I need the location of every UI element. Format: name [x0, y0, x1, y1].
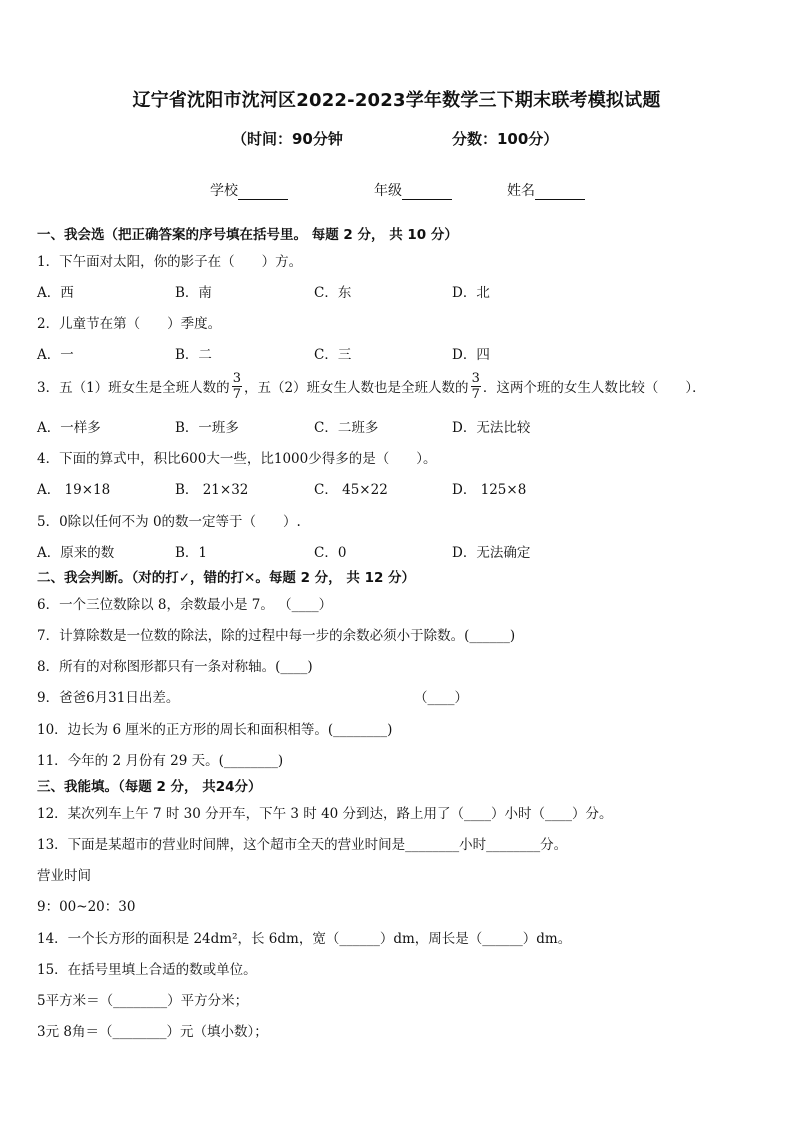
question-11: 11．今年的 2 月份有 29 天。(________) — [37, 753, 284, 769]
option-c[interactable]: C．0 — [314, 545, 347, 561]
question-15-part-a: 5平方米＝（________）平方分米； — [37, 993, 249, 1009]
question-9 — [37, 686, 757, 706]
name-blank[interactable] — [535, 185, 585, 200]
fraction-1-denominator: 7 — [232, 386, 241, 402]
question-4-options — [37, 478, 757, 498]
option-c[interactable]: C．东 — [314, 285, 352, 301]
option-d[interactable]: D．无法比较 — [452, 420, 531, 436]
option-a[interactable]: A． 19×18 — [37, 482, 111, 498]
question-15: 15．在括号里填上合适的数或单位。 — [37, 962, 257, 978]
option-d[interactable]: D．无法确定 — [452, 545, 531, 561]
question-5-options — [37, 541, 757, 561]
question-15-part-b: 3元 8角＝（________）元（填小数）； — [37, 1024, 268, 1040]
school-field[interactable] — [210, 180, 288, 200]
option-a[interactable]: A．西 — [37, 285, 74, 301]
section-2-title: 二、我会判断。（对的打✓，错的打✕。每题 2 分， 共 12 分） — [37, 570, 416, 586]
option-b[interactable]: B．1 — [175, 545, 208, 561]
option-c[interactable]: C．二班多 — [314, 420, 379, 436]
option-a[interactable]: A．原来的数 — [37, 545, 115, 561]
question-9-answer-blank[interactable]: （____） — [414, 690, 468, 706]
question-14: 14．一个长方形的面积是 24dm²，长 6dm，宽（______）dm，周长是（______）dm。 — [37, 931, 572, 947]
section-3-title: 三、我能填。（每题 2 分， 共24分） — [37, 779, 262, 795]
exam-time: （时间：90分钟 — [232, 130, 343, 148]
fraction-1-numerator: 3 — [232, 370, 241, 386]
question-1: 1．下午面对太阳，你的影子在（ ）方。 — [37, 254, 303, 270]
question-2: 2．儿童节在第（ ）季度。 — [37, 316, 222, 332]
exam-score: 分数：100分） — [452, 130, 559, 148]
option-d[interactable]: D．北 — [452, 285, 490, 301]
name-field[interactable] — [507, 180, 585, 200]
question-3 — [37, 368, 706, 404]
section-1-title: 一、我会选（把正确答案的序号填在括号里。 每题 2 分， 共 10 分） — [37, 227, 458, 243]
school-label: 学校 — [210, 183, 238, 199]
exam-title: 辽宁省沈阳市沈河区2022-2023学年数学三下期末联考模拟试题 — [132, 90, 661, 111]
grade-field[interactable] — [374, 180, 452, 200]
option-a[interactable]: A．一样多 — [37, 420, 101, 436]
option-b[interactable]: B．南 — [175, 285, 212, 301]
question-3-part-a: 3．五（1）班女生是全班人数的 — [37, 380, 230, 396]
question-10: 10．边长为 6 厘米的正方形的周长和面积相等。(________) — [37, 722, 393, 738]
question-3-part-c: ．这两个班的女生人数比较（ ）． — [482, 380, 706, 396]
question-3-options — [37, 416, 757, 436]
question-4: 4．下面的算式中，积比600大一些，比1000少得多的是（ ）。 — [37, 451, 437, 467]
question-2-options — [37, 343, 757, 363]
business-hours-value: 9：00~20：30 — [37, 899, 136, 915]
option-b[interactable]: B．一班多 — [175, 420, 239, 436]
grade-label: 年级 — [374, 183, 402, 199]
option-d[interactable]: D． 125×8 — [452, 482, 527, 498]
business-hours-title: 营业时间 — [37, 868, 91, 884]
fraction-2-denominator: 7 — [471, 386, 480, 402]
option-c[interactable]: C．三 — [314, 347, 352, 363]
question-3-part-b: ，五（2）班女生人数也是全班人数的 — [243, 380, 469, 396]
option-d[interactable]: D．四 — [452, 347, 490, 363]
fraction-1 — [232, 371, 242, 402]
question-7: 7．计算除数是一位数的除法，除的过程中每一步的余数必须小于除数。(______) — [37, 628, 516, 644]
option-c[interactable]: C． 45×22 — [314, 482, 388, 498]
question-6: 6．一个三位数除以 8，余数最小是 7。 （____） — [37, 597, 333, 613]
option-a[interactable]: A．一 — [37, 347, 74, 363]
question-5: 5．0除以任何不为 0的数一定等于（ ）. — [37, 514, 301, 530]
name-label: 姓名 — [507, 183, 535, 199]
school-blank[interactable] — [238, 185, 288, 200]
option-b[interactable]: B． 21×32 — [175, 482, 249, 498]
question-13: 13．下面是某超市的营业时间牌，这个超市全天的营业时间是________小时________分。 — [37, 837, 568, 853]
question-8: 8．所有的对称图形都只有一条对称轴。(____) — [37, 659, 313, 675]
grade-blank[interactable] — [402, 185, 452, 200]
fraction-2-numerator: 3 — [471, 370, 480, 386]
fraction-2 — [471, 371, 481, 402]
question-12: 12．某次列车上午 7 时 30 分开车，下午 3 时 40 分到达，路上用了（____）小时（____）分。 — [37, 806, 613, 822]
option-b[interactable]: B．二 — [175, 347, 212, 363]
question-9-text: 9．爸爸6月31日出差。 — [37, 690, 180, 706]
question-1-options — [37, 281, 757, 301]
